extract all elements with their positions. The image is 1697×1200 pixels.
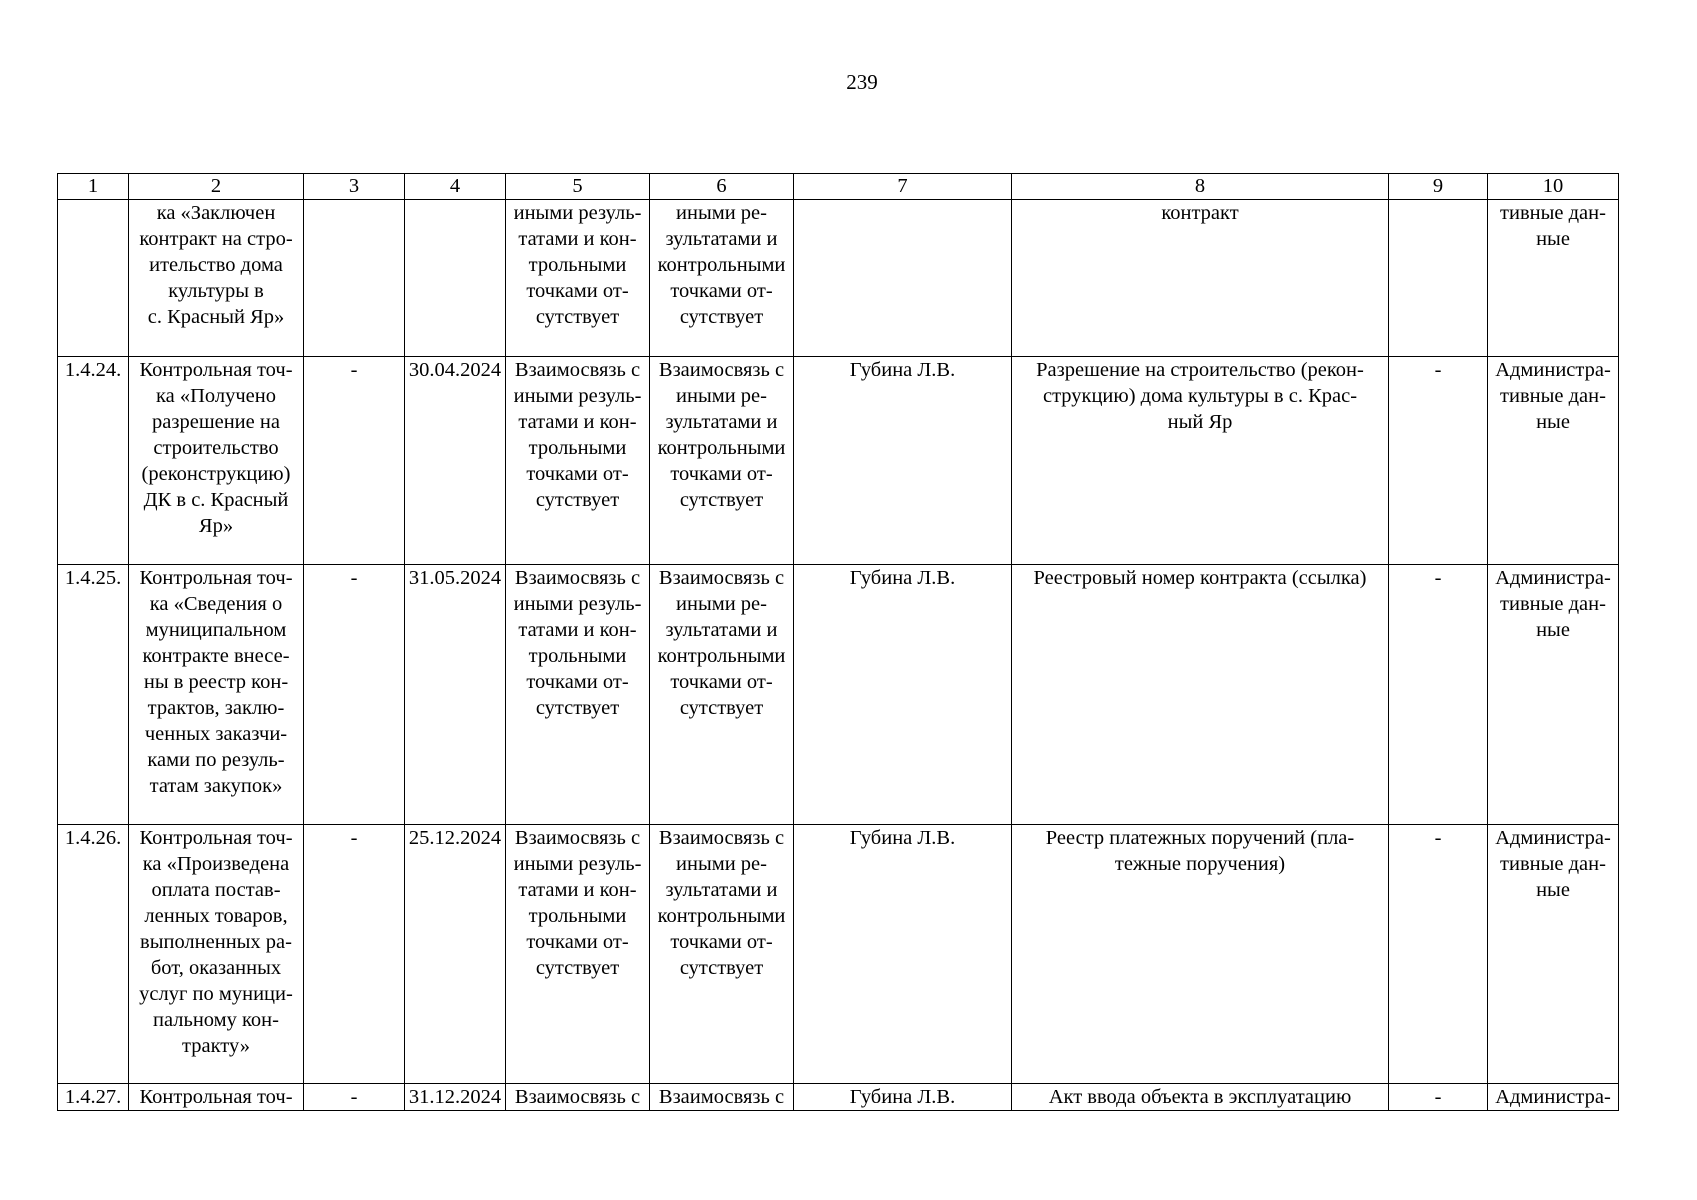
row-link6: иными ре- зультатами и контрольными точками от- сутствует — [650, 200, 794, 357]
column-header: 6 — [650, 174, 794, 200]
row-col9: - — [1389, 357, 1488, 565]
row-source: Администра- тивные дан- ные — [1488, 357, 1619, 565]
row-col3: - — [304, 1084, 405, 1111]
row-date: 25.12.2024 — [405, 825, 506, 1084]
document-table — [57, 173, 1619, 1111]
row-responsible: Губина Л.В. — [794, 825, 1012, 1084]
row-col3 — [304, 200, 405, 357]
row-number: 1.4.25. — [58, 565, 129, 825]
row-number: 1.4.27. — [58, 1084, 129, 1111]
table-row — [58, 565, 1619, 825]
row-name: Контрольная точ- ка «Получено разрешение на строительство (реконструкцию) ДК в с. Красный Яр» — [129, 357, 304, 565]
column-header: 4 — [405, 174, 506, 200]
row-link5: Взаимосвязь с иными резуль- татами и кон- трольными точками от- сутствует — [506, 357, 650, 565]
column-header: 9 — [1389, 174, 1488, 200]
row-name: Контрольная точ- — [129, 1084, 304, 1111]
row-col9 — [1389, 200, 1488, 357]
column-header: 10 — [1488, 174, 1619, 200]
row-date — [405, 200, 506, 357]
column-header: 2 — [129, 174, 304, 200]
row-document: Акт ввода объекта в эксплуатацию — [1012, 1084, 1389, 1111]
row-link5: Взаимосвязь с — [506, 1084, 650, 1111]
row-link6: Взаимосвязь с иными ре- зультатами и контрольными точками от- сутствует — [650, 357, 794, 565]
row-responsible: Губина Л.В. — [794, 565, 1012, 825]
row-col3: - — [304, 357, 405, 565]
row-link5: Взаимосвязь с иными резуль- татами и кон- трольными точками от- сутствует — [506, 825, 650, 1084]
row-source: Администра- тивные дан- ные — [1488, 565, 1619, 825]
row-responsible: Губина Л.В. — [794, 1084, 1012, 1111]
row-col9: - — [1389, 825, 1488, 1084]
table-row — [58, 200, 1619, 357]
row-link6: Взаимосвязь с иными ре- зультатами и контрольными точками от- сутствует — [650, 565, 794, 825]
row-responsible: Губина Л.В. — [794, 357, 1012, 565]
column-header: 3 — [304, 174, 405, 200]
column-header: 5 — [506, 174, 650, 200]
row-source: Администра- — [1488, 1084, 1619, 1111]
row-date: 31.12.2024 — [405, 1084, 506, 1111]
column-header: 1 — [58, 174, 129, 200]
row-link5: Взаимосвязь с иными резуль- татами и кон- трольными точками от- сутствует — [506, 565, 650, 825]
row-source: тивные дан- ные — [1488, 200, 1619, 357]
row-col9: - — [1389, 1084, 1488, 1111]
table-row — [58, 357, 1619, 565]
row-source: Администра- тивные дан- ные — [1488, 825, 1619, 1084]
row-col3: - — [304, 825, 405, 1084]
row-col3: - — [304, 565, 405, 825]
table-row — [58, 825, 1619, 1084]
row-document: контракт — [1012, 200, 1389, 357]
row-col9: - — [1389, 565, 1488, 825]
row-document: Реестровый номер контракта (ссылка) — [1012, 565, 1389, 825]
row-name: Контрольная точ- ка «Сведения о муниципальном контракте внесе- ны в реестр кон- трактов, заклю- ченных заказчи- ками по резуль- татам закупок» — [129, 565, 304, 825]
row-name: ка «Заключен контракт на стро- ительство дома культуры в с. Красный Яр» — [129, 200, 304, 357]
header-row — [58, 174, 1619, 200]
row-link5: иными резуль- татами и кон- трольными точками от- сутствует — [506, 200, 650, 357]
row-link6: Взаимосвязь с иными ре- зультатами и контрольными точками от- сутствует — [650, 825, 794, 1084]
column-header: 8 — [1012, 174, 1389, 200]
row-date: 30.04.2024 — [405, 357, 506, 565]
column-header: 7 — [794, 174, 1012, 200]
row-number — [58, 200, 129, 357]
table-row — [58, 1084, 1619, 1111]
row-document: Реестр платежных поручений (пла- тежные поручения) — [1012, 825, 1389, 1084]
row-responsible — [794, 200, 1012, 357]
row-document: Разрешение на строительство (рекон- струкцию) дома культуры в с. Крас- ный Яр — [1012, 357, 1389, 565]
row-name: Контрольная точ- ка «Произведена оплата постав- ленных товаров, выполненных ра- бот, оказанных услуг по муници- пальному кон- тракту» — [129, 825, 304, 1084]
row-link6: Взаимосвязь с — [650, 1084, 794, 1111]
row-date: 31.05.2024 — [405, 565, 506, 825]
row-number: 1.4.24. — [58, 357, 129, 565]
page-number: 239 — [846, 70, 878, 94]
row-number: 1.4.26. — [58, 825, 129, 1084]
